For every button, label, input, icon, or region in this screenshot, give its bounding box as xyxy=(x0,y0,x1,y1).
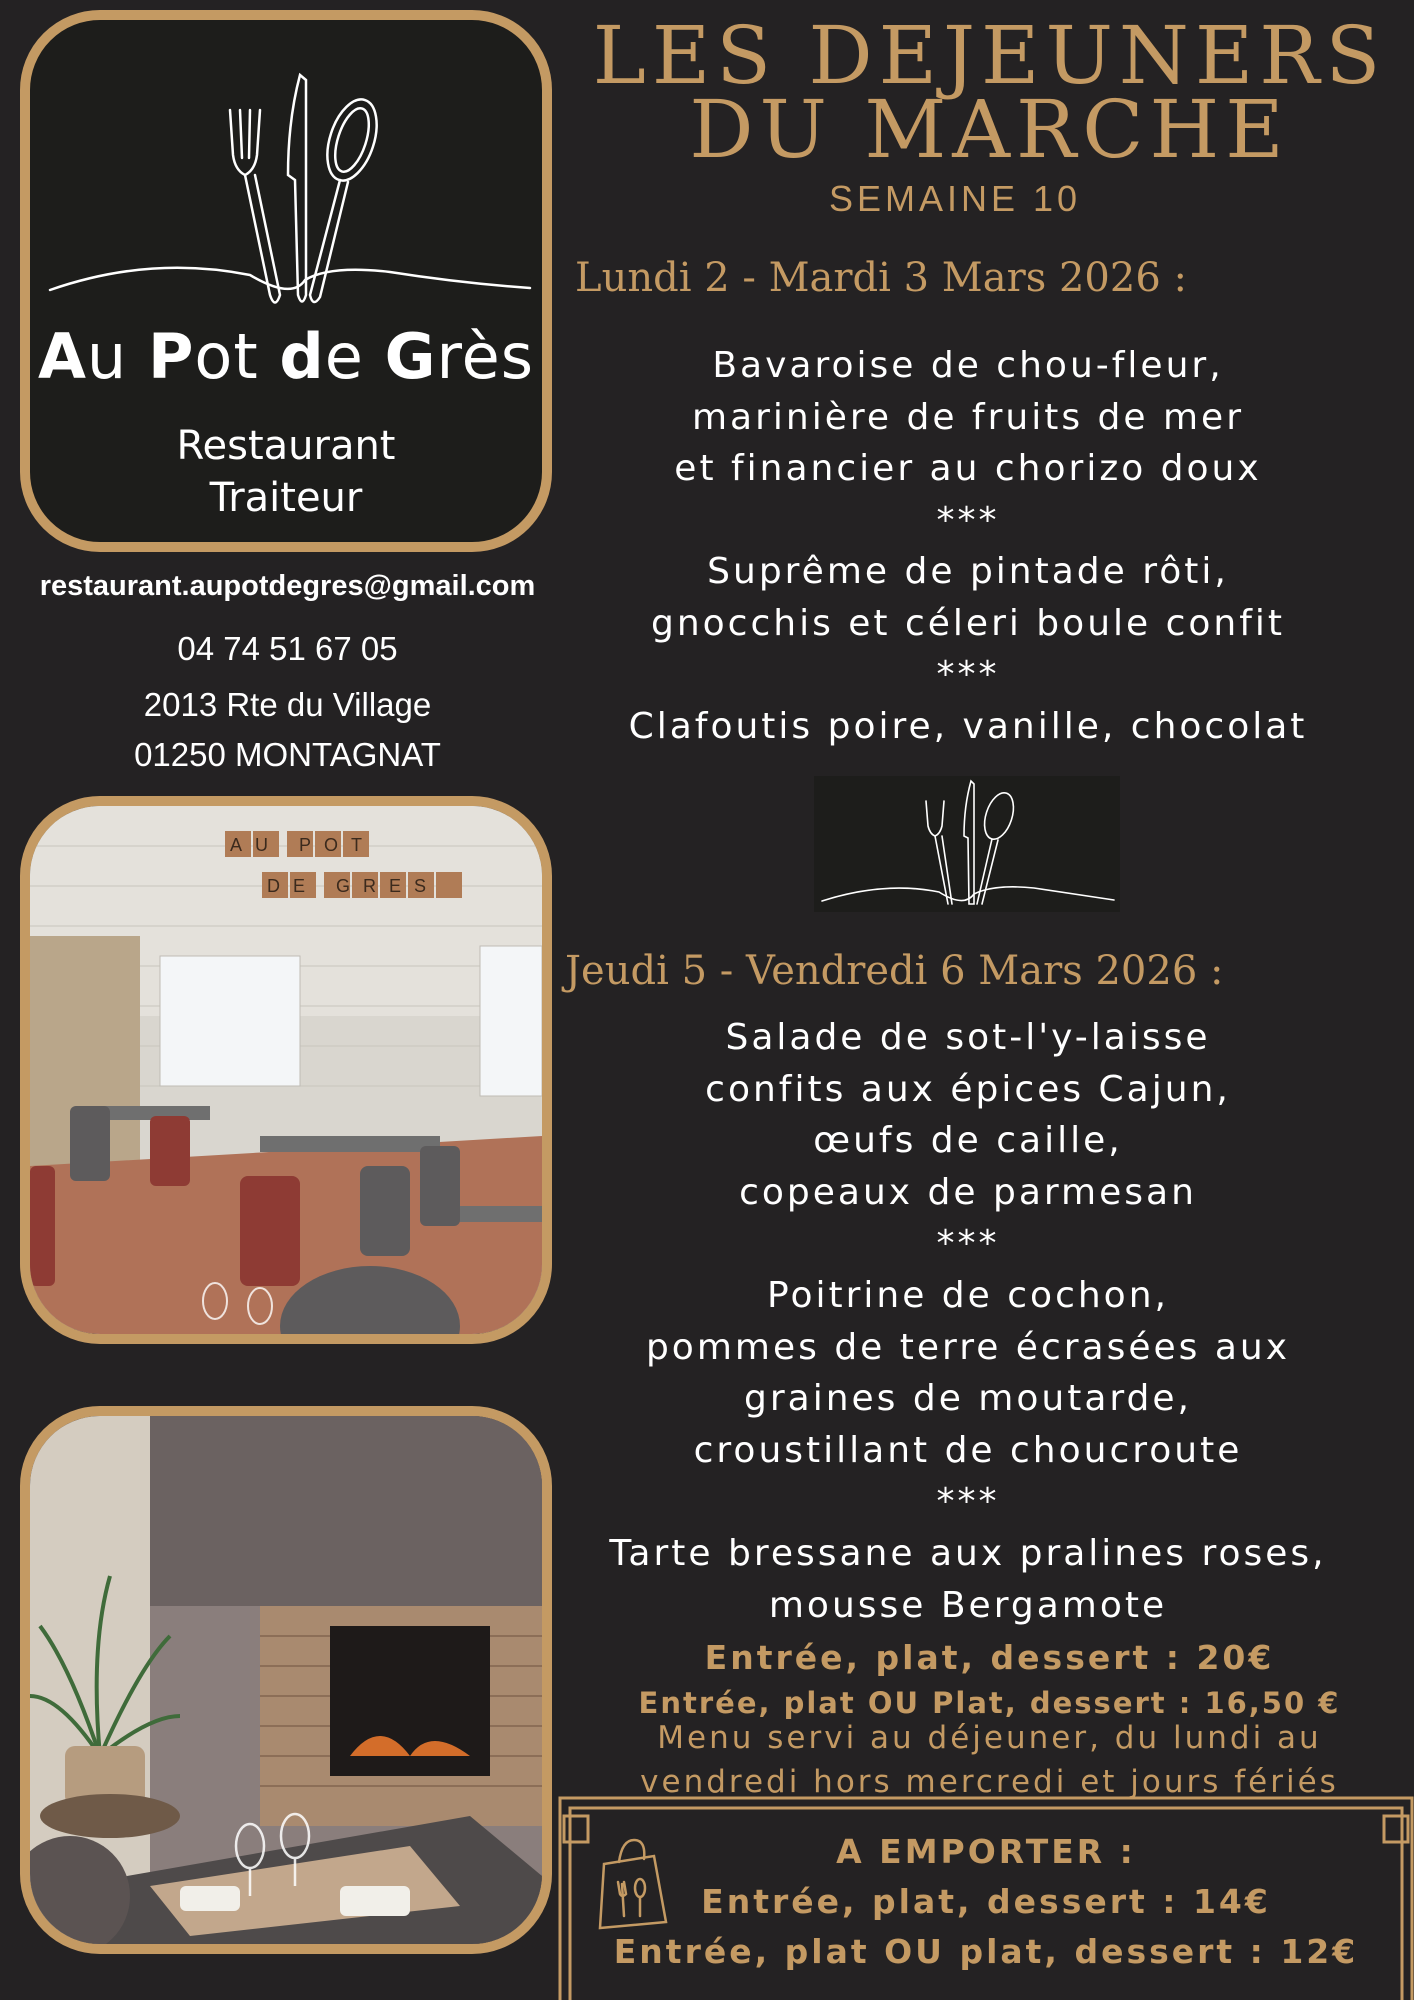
wall-sign-line2: DE GRES xyxy=(267,876,440,896)
menu1-line: gnocchis et céleri boule confit xyxy=(650,602,1286,644)
menu1-line: marinière de fruits de mer xyxy=(691,396,1244,438)
menu2-line: Salade de sot-l'y-laisse xyxy=(725,1017,1211,1058)
wall-sign-line1: AU POT xyxy=(230,835,376,855)
menu2-line: œufs de caille, xyxy=(813,1120,1123,1162)
menu2-separator: *** xyxy=(936,1223,1000,1265)
menu2-separator: *** xyxy=(936,1481,1000,1523)
logo-restaurant-name: Au Pot de Grès xyxy=(37,320,535,393)
fireplace-photo xyxy=(20,1406,552,1954)
menu2-line: graines de moutarde, xyxy=(743,1378,1193,1420)
menu2-date: Jeudi 5 - Vendredi 6 Mars 2026 : xyxy=(565,948,1224,994)
page-title-line1: LES DEJEUNERS xyxy=(592,9,1387,102)
address-street: 2013 Rte du Village xyxy=(143,686,432,723)
price-partial-menu: Entrée, plat OU Plat, dessert : 16,50 € xyxy=(638,1686,1341,1720)
address-city: 01250 MONTAGNAT xyxy=(134,736,441,773)
menu1-list xyxy=(565,340,1371,752)
menu1-separator: *** xyxy=(936,654,1000,695)
menu1-separator: *** xyxy=(936,499,1000,541)
logo-subtitle-line2: Traiteur xyxy=(209,475,363,521)
cutlery-icon xyxy=(30,40,542,340)
menu1-line: et financier au chorizo doux xyxy=(674,448,1262,489)
menu-note-line1: Menu servi au déjeuner, du lundi au xyxy=(657,1720,1322,1756)
menu2-line: confits aux épices Cajun, xyxy=(705,1068,1231,1110)
phone-number[interactable]: 04 74 51 67 05 xyxy=(177,630,398,667)
dining-room-photo xyxy=(20,796,552,1344)
menu2-line: croustillant de choucroute xyxy=(693,1429,1243,1471)
menu2-line: mousse Bergamote xyxy=(768,1584,1168,1626)
menu2-line: pommes de terre écrasées aux xyxy=(645,1326,1291,1368)
cutlery-logo-small xyxy=(814,776,1120,912)
takeaway-price-partial: Entrée, plat OU plat, dessert : 12€ xyxy=(613,1932,1359,1971)
menu1-line: Suprême de pintade rôti, xyxy=(707,551,1229,592)
cutlery-icon xyxy=(814,776,1120,912)
week-label: SEMAINE 10 xyxy=(828,178,1082,219)
logo-subtitle xyxy=(30,420,542,524)
email-address[interactable]: restaurant.aupotdegres@gmail.com xyxy=(39,570,536,602)
menu-note-line2: vendredi hors mercredi et jours fériés xyxy=(640,1764,1339,1800)
menu2-line: copeaux de parmesan xyxy=(739,1171,1197,1213)
logo-subtitle-line1: Restaurant xyxy=(176,423,396,469)
menu1-line: Clafoutis poire, vanille, chocolat xyxy=(628,705,1308,747)
price-full-menu: Entrée, plat, dessert : 20€ xyxy=(704,1638,1275,1677)
page-title-line2: DU MARCHE xyxy=(689,83,1290,176)
takeaway-price-full: Entrée, plat, dessert : 14€ xyxy=(701,1882,1271,1921)
takeaway-panel xyxy=(558,1796,1414,2000)
menu2-list xyxy=(565,1012,1371,1631)
menu2-line: Poitrine de cochon, xyxy=(767,1274,1169,1316)
takeaway-title: A EMPORTER : xyxy=(836,1832,1136,1871)
menu2-line: Tarte bressane aux pralines roses, xyxy=(609,1532,1327,1574)
logo-panel xyxy=(20,10,552,552)
menu1-line: Bavaroise de chou-fleur, xyxy=(712,345,1224,386)
menu1-date: Lundi 2 - Mardi 3 Mars 2026 : xyxy=(575,255,1187,301)
